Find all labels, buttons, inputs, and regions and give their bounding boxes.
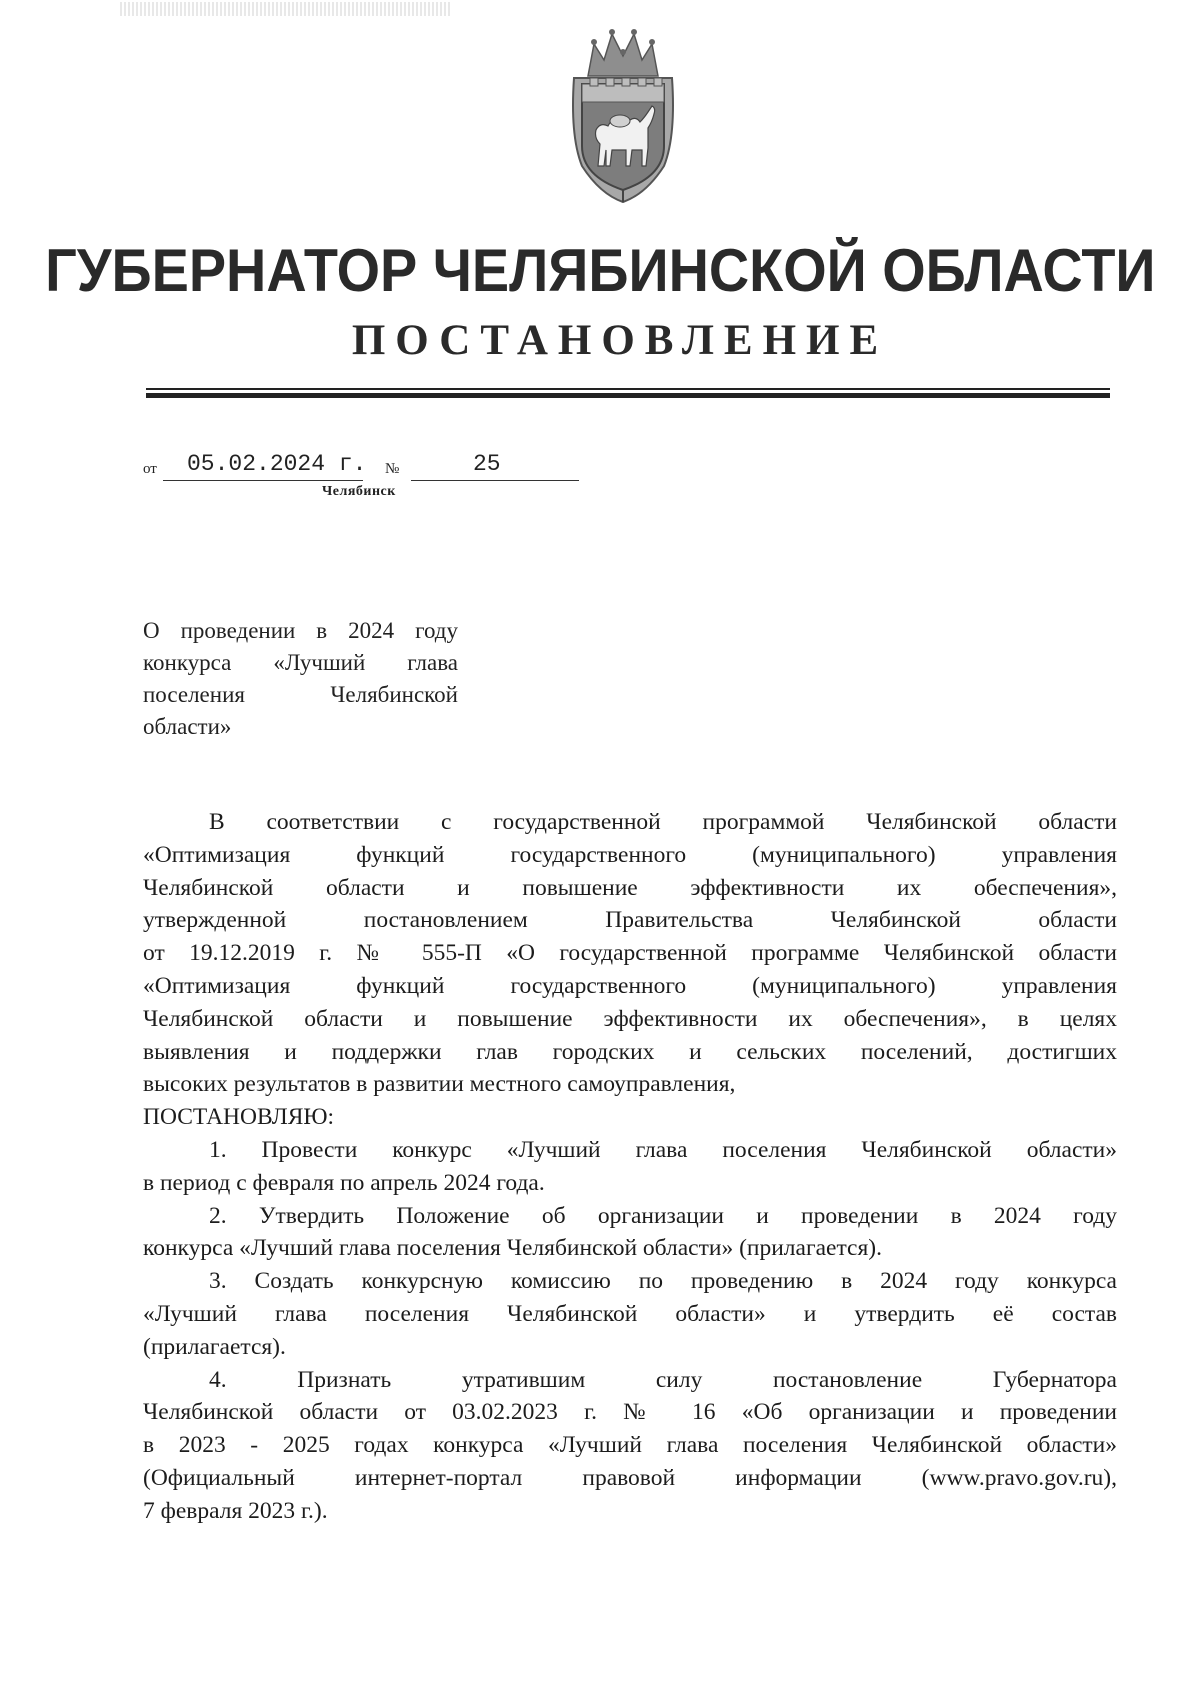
document-subject — [143, 615, 458, 743]
preamble-line: высоких результатов в развитии местного самоуправления, — [143, 1071, 736, 1098]
document-body — [143, 806, 1117, 1528]
preamble-line: Челябинской области и повышение эффективности их обеспечения», в целях — [143, 1005, 1117, 1032]
item-4-line: 4. Признать утратившим силу постановление Губернатора — [209, 1366, 1117, 1393]
date-underline — [163, 480, 363, 481]
number-underline — [411, 480, 579, 481]
item-4-line: 7 февраля 2023 г.). — [143, 1497, 328, 1524]
document-type: ПОСТАНОВЛЕНИЕ — [351, 317, 889, 364]
city-name: Челябинск — [322, 484, 396, 499]
preamble-line: В соответствии с государственной программой Челябинской области — [209, 809, 1117, 835]
preamble-line: выявления и поддержки глав городских и сельских поселений, достигших — [143, 1038, 1117, 1065]
preamble-line: от 19.12.2019 г. № 555-П «О государственной программе Челябинской области — [143, 940, 1117, 967]
item-2-line: конкурса «Лучший глава поселения Челябинской области» (прилагается). — [143, 1235, 882, 1262]
item-3-line: (прилагается). — [143, 1333, 286, 1360]
preamble-line: утвержденной постановлением Правительства Челябинской области — [143, 907, 1117, 934]
item-4-line: Челябинской области от 03.02.2023 г. № 16 «Об организации и проведении — [143, 1399, 1117, 1426]
date-prefix: от — [143, 461, 157, 477]
subject-line: области» — [143, 714, 232, 739]
organization-title: ГУБЕРНАТОР ЧЕЛЯБИНСКОЙ ОБЛАСТИ — [45, 237, 1156, 304]
item-4-line: (Официальный интернет-портал правовой информации (www.pravo.gov.ru), — [143, 1464, 1117, 1491]
item-2-line: 2. Утвердить Положение об организации и проведении в 2024 году — [209, 1202, 1117, 1229]
subject-line: поселения Челябинской — [143, 682, 458, 707]
preamble-line: Челябинской области и повышение эффективности их обеспечения», — [143, 874, 1117, 901]
header-rule-thick — [146, 393, 1110, 398]
subject-line: конкурса «Лучший глава — [143, 650, 458, 675]
item-1-line: в период с февраля по апрель 2024 года. — [143, 1169, 545, 1196]
date-number-line — [143, 451, 583, 481]
header-rule-thin — [146, 388, 1110, 390]
item-4-line: в 2023 - 2025 годах конкурса «Лучший глава поселения Челябинской области» — [143, 1432, 1117, 1459]
scan-artifact — [120, 2, 450, 16]
item-1-line: 1. Провести конкурс «Лучший глава поселения Челябинской области» — [209, 1136, 1117, 1163]
subject-line: О проведении в 2024 году — [143, 618, 458, 643]
document-date: 05.02.2024 г. — [187, 451, 367, 477]
document-number: 25 — [473, 451, 501, 477]
number-prefix: № — [385, 461, 400, 477]
item-3-line: 3. Создать конкурсную комиссию по проведению в 2024 году конкурса — [209, 1268, 1117, 1295]
chelyabinsk-coat-of-arms-icon — [560, 26, 686, 204]
preamble-line: «Оптимизация функций государственного (муниципального) управления — [143, 972, 1117, 999]
preamble-line: «Оптимизация функций государственного (муниципального) управления — [143, 841, 1117, 868]
item-3-line: «Лучший глава поселения Челябинской области» и утвердить её состав — [143, 1300, 1117, 1327]
resolve-keyword: ПОСТАНОВЛЯЮ: — [143, 1104, 335, 1131]
